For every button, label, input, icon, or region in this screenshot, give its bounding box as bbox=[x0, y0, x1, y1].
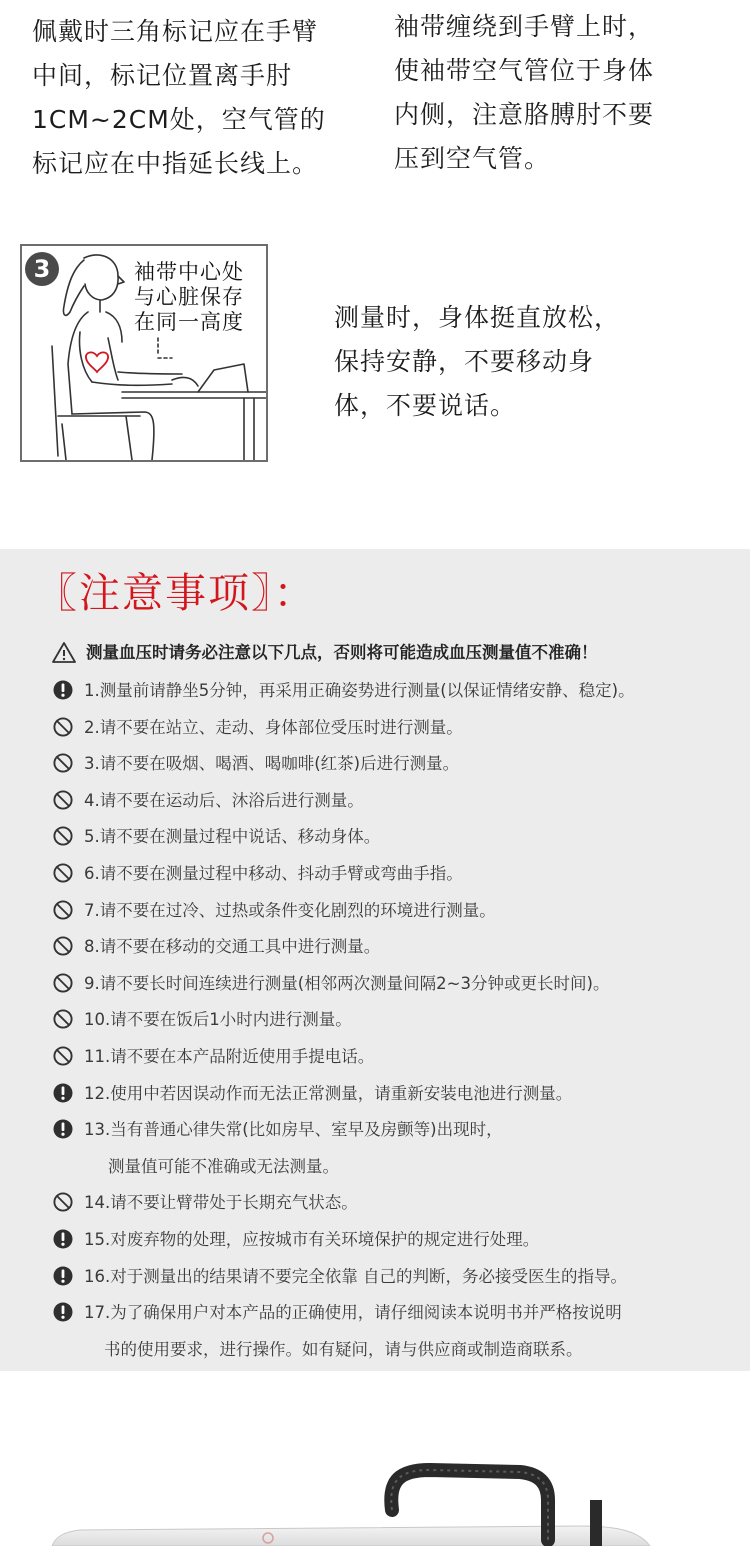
prohibited-icon bbox=[52, 825, 74, 847]
prohibited-icon bbox=[52, 899, 74, 921]
prohibited-icon bbox=[52, 1045, 74, 1067]
exclamation-icon bbox=[52, 1228, 74, 1250]
text-line: 保持安静，不要移动身 bbox=[334, 347, 595, 376]
precaution-text: 6.请不要在测量过程中移动、抖动手臂或弯曲手指。 bbox=[84, 864, 463, 883]
exclamation-icon bbox=[52, 1265, 74, 1287]
illustration-label bbox=[134, 260, 244, 335]
precaution-text: 14.请不要让臂带处于长期充气状态。 bbox=[84, 1193, 358, 1212]
precaution-text: 1.测量前请静坐5分钟，再采用正确姿势进行测量(以保证情绪安静、稳定)。 bbox=[84, 681, 635, 700]
precaution-text: 9.请不要长时间连续进行测量(相邻两次测量间隔2~3分钟或更长时间)。 bbox=[84, 974, 610, 993]
prohibited-icon bbox=[52, 1191, 74, 1213]
precaution-text: 12.使用中若因误动作而无法正常测量，请重新安装电池进行测量。 bbox=[84, 1084, 573, 1103]
prohibited-icon bbox=[52, 972, 74, 994]
exclamation-icon bbox=[52, 1301, 74, 1323]
text-line: 体，不要说话。 bbox=[334, 391, 517, 420]
label-line: 在同一高度 bbox=[134, 310, 244, 334]
precaution-text: 5.请不要在测量过程中说话、移动身体。 bbox=[84, 827, 381, 846]
cuff-wrap-note bbox=[394, 5, 654, 181]
text-line: 中间，标记位置离手肘 bbox=[32, 61, 293, 90]
label-line: 袖带中心处 bbox=[134, 260, 244, 284]
text-line: 标记应在中指延长线上。 bbox=[32, 149, 319, 178]
warning-triangle-icon bbox=[52, 641, 76, 665]
text-line: 压到空气管。 bbox=[394, 144, 551, 173]
precautions-panel bbox=[0, 549, 750, 1371]
precaution-text-continued: 书的使用要求，进行操作。如有疑问，请与供应商或制造商联系。 bbox=[104, 1340, 583, 1359]
precautions-title: 〖注意事项〗： bbox=[36, 569, 317, 617]
precaution-text: 10.请不要在饭后1小时内进行测量。 bbox=[84, 1010, 352, 1029]
cuff-position-note bbox=[32, 10, 326, 186]
step-number-badge: 3 bbox=[25, 252, 59, 286]
exclamation-icon bbox=[52, 1082, 74, 1104]
precaution-text: 16.对于测量出的结果请不要完全依靠 自己的判断，务必接受医生的指导。 bbox=[84, 1267, 627, 1286]
precaution-text-continued: 测量值可能不准确或无法测量。 bbox=[108, 1157, 339, 1176]
precaution-text: 4.请不要在运动后、沐浴后进行测量。 bbox=[84, 791, 364, 810]
text-line: 袖带缠绕到手臂上时， bbox=[394, 12, 655, 41]
prohibited-icon bbox=[52, 789, 74, 811]
precaution-text: 8.请不要在移动的交通工具中进行测量。 bbox=[84, 937, 381, 956]
text-line: 1CM~2CM处，空气管的 bbox=[32, 105, 326, 134]
exclamation-icon bbox=[52, 1118, 74, 1140]
text-line: 佩戴时三角标记应在手臂 bbox=[32, 17, 319, 46]
warning-text: 测量血压时请务必注意以下几点，否则将可能造成血压测量值不准确！ bbox=[86, 643, 598, 662]
precaution-text: 11.请不要在本产品附近使用手提电话。 bbox=[84, 1047, 375, 1066]
label-line: 与心脏保存 bbox=[134, 285, 244, 309]
precaution-text: 3.请不要在吸烟、喝酒、喝咖啡(红茶)后进行测量。 bbox=[84, 754, 460, 773]
text-line: 内侧，注意胳膊肘不要 bbox=[394, 100, 655, 129]
step3-instruction bbox=[334, 296, 620, 428]
heart-icon bbox=[86, 352, 108, 372]
text-line: 使袖带空气管位于身体 bbox=[394, 56, 655, 85]
precaution-text: 13.当有普通心律失常(比如房早、室早及房颤等)出现时， bbox=[84, 1120, 503, 1139]
precaution-text: 15.对废弃物的处理，应按城市有关环境保护的规定进行处理。 bbox=[84, 1230, 540, 1249]
exclamation-icon bbox=[52, 679, 74, 701]
prohibited-icon bbox=[52, 752, 74, 774]
prohibited-icon bbox=[52, 1008, 74, 1030]
prohibited-icon bbox=[52, 862, 74, 884]
text-line: 测量时，身体挺直放松， bbox=[334, 303, 621, 332]
device-case-image bbox=[0, 1440, 750, 1546]
prohibited-icon bbox=[52, 935, 74, 957]
step3-illustration bbox=[20, 244, 268, 462]
precaution-text: 17.为了确保用户对本产品的正确使用，请仔细阅读本说明书并严格按说明 bbox=[84, 1303, 622, 1322]
precaution-text: 7.请不要在过冷、过热或条件变化剧烈的环境进行测量。 bbox=[84, 901, 496, 920]
product-preview bbox=[0, 1440, 750, 1546]
prohibited-icon bbox=[52, 716, 74, 738]
precaution-text: 2.请不要在站立、走动、身体部位受压时进行测量。 bbox=[84, 718, 463, 737]
